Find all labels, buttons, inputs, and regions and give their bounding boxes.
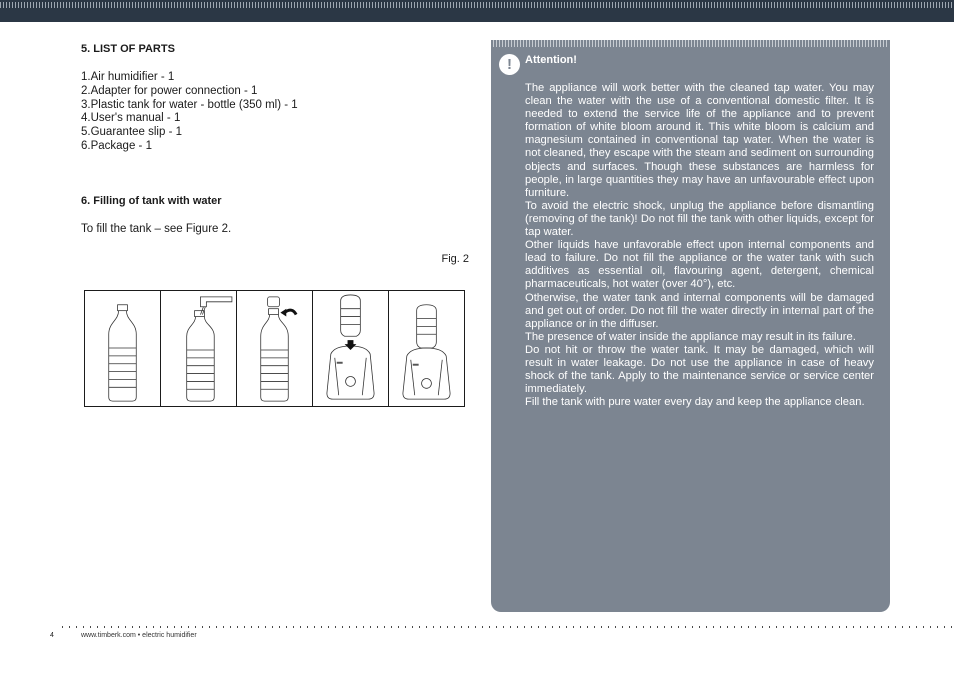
section-6-heading: 6. Filling of tank with water [81,195,222,207]
footer-dotted-divider [62,626,954,628]
attention-paragraph: Do not hit or throw the water tank. It may be damaged, which will result in water leakage. Do not use the appliance in case of heavy shock of the tank. Apply to the maintenance service or service center immediately. [525,343,874,396]
attention-paragraph: Fill the tank with pure water every day and keep the appliance clean. [525,396,865,409]
attention-paragraph: Otherwise, the water tank and internal components will be damaged and get out of order. Do not fill the water directly in internal part of the appliance or in the diffuser. [525,291,874,330]
tap-bottle-icon [161,291,236,406]
figure-2-filling-steps [84,290,465,407]
attention-title: Attention! [525,54,577,66]
list-item: 2.Adapter for power connection - 1 [81,84,258,97]
list-item: 5.Guarantee slip - 1 [81,126,183,139]
top-header-bar [0,0,954,22]
footer-text: www.timberk.com • electric humidifier [81,632,197,639]
bottle-icon [85,291,160,406]
step-1-bottle-illustration [85,291,161,406]
exclamation-icon: ! [499,54,520,75]
figure-label: Fig. 2 [441,253,469,265]
attention-paragraph: The presence of water inside the appliance may result in its failure. [525,330,856,343]
list-of-parts-section [81,42,471,153]
section-5-heading: 5. LIST OF PARTS [81,43,175,55]
step-2-fill-bottle-illustration [161,291,237,406]
attention-paragraph: Other liquids have unfavorable effect upon internal components and lead to failure. Do not fill the appliance or the water tank with such additives as essential oil, flavouring agent, detergent, chemical pharmaceuticals, hot water (over 40°), etc. [525,239,874,291]
step-5-assembled-humidifier-illustration [389,291,464,406]
parts-list [81,70,471,153]
humidifier-assembled-icon [389,291,464,406]
panel-stripe-pattern [493,40,888,47]
header-stripe-pattern [0,2,954,8]
list-item: 3.Plastic tank for water - bottle (350 ml) - 1 [81,98,298,111]
attention-panel [491,40,890,612]
list-item: 4.User's manual - 1 [81,112,181,125]
page-number: 4 [50,632,54,639]
list-item: 1.Air humidifier - 1 [81,71,175,83]
step-3-cap-bottle-illustration [237,291,313,406]
humidifier-insert-icon [313,291,388,406]
attention-paragraph: To avoid the electric shock, unplug the appliance before dismantling (removing of the tank)! Do not fill the tank with other liquids, except for tap water. [525,199,874,239]
list-item: 6.Package - 1 [81,139,152,152]
section-6-text: To fill the tank – see Figure 2. [81,223,232,235]
cap-bottle-icon [237,291,312,406]
attention-body [525,82,874,409]
step-4-insert-tank-illustration [313,291,389,406]
attention-paragraph: The appliance will work better with the cleaned tap water. You may clean the water with the use of a conventional domestic filter. It is needed to extend the service life of the appliance and to prevent formation of white bloom around it. This white bloom is calcium and magnesium contained in conventional tap water. When the water is not cleaned, they escape with the steam and sediment on surrounding objects and surfaces. Though these substances are harmless for people, in large quantities they may have an unfavourable effect upon furniture. [525,82,874,199]
